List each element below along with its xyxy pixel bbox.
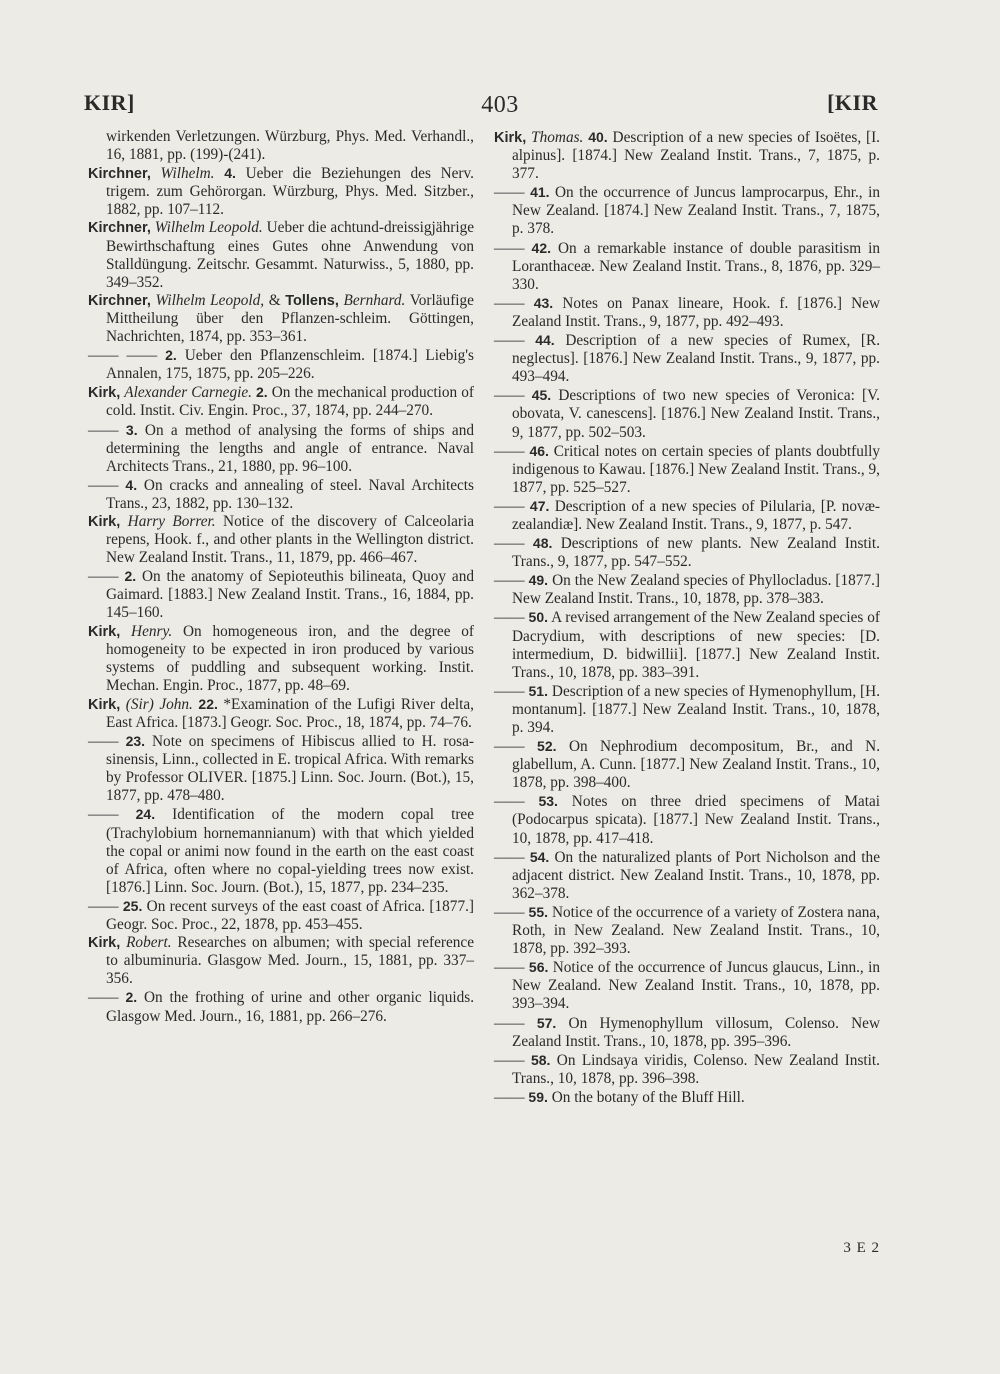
bibliography-entry — [494, 294, 880, 331]
bibliography-entry — [88, 292, 474, 346]
author-name: Kirk, — [88, 935, 121, 952]
entry-number: 59. — [528, 1088, 548, 1105]
ditto-dash: —— — [88, 989, 119, 1007]
ditto-dash: —— — [494, 903, 525, 921]
bibliography-entry — [88, 988, 474, 1025]
bibliography-entry — [88, 567, 474, 622]
entry-text: Descriptions of two new species of Veronica: [V. obovata, V. canescens]. [1876.] New Zealand Instit. Trans., 9, 1877, pp. 502–503. — [512, 387, 880, 441]
ditto-dash: —— — [494, 239, 525, 257]
entry-number: 47. — [529, 497, 550, 514]
entry-number: 23. — [125, 733, 146, 750]
entry-text: On the frothing of urine and other organic liquids. Glasgow Med. Journ., 16, 1881, pp. 266–276. — [106, 989, 475, 1025]
ditto-dash: —— — [88, 806, 119, 824]
author-forename: Alexander Carnegie. — [124, 384, 252, 402]
ditto-dash: —— — [494, 535, 525, 553]
entry-number: 46. — [529, 442, 549, 459]
right-column — [494, 128, 880, 1107]
author-forename: (Sir) John. — [125, 695, 193, 713]
bibliography-entry — [88, 934, 474, 988]
left-column — [88, 128, 474, 1026]
ditto-dash: —— — [494, 738, 525, 756]
entry-text: Notes on three dried specimens of Matai (Podocarpus spicata). [1877.] New Zealand Instit. Trans., 10, 1878, pp. 417–418. — [512, 793, 881, 847]
author-name: Kirchner, — [88, 220, 151, 237]
ditto-dash: —— — [494, 1051, 525, 1069]
ditto-dash: —— — [494, 184, 525, 202]
bibliography-entry — [88, 383, 474, 420]
entry-number: 51. — [528, 682, 548, 699]
bibliography-entry — [494, 737, 880, 792]
entry-text: Description of a new species of Rumex, [R. neglectus]. [1876.] New Zealand Instit. Trans., 9, 1877, pp. 493–494. — [512, 332, 881, 386]
bibliography-entry — [494, 386, 880, 441]
bibliography-entry — [88, 164, 474, 219]
ditto-dash: —— — [494, 497, 525, 515]
entry-text: Critical notes on certain species of plants doubtfully indigenous to Kawau. [1876.] New Zealand Instit. Trans., 9, 1877, pp. 525–527. — [512, 442, 881, 496]
entry-text: Identification of the modern copal tree (Trachylobium hornemannianum) with that which yielded the copal or animi now found in the earth on the east coast of Africa, often where no copal-yielding trees now exist. [1876.] Linn. Soc. Journ. (Bot.), 15, 1877, pp. 234–235. — [106, 806, 474, 896]
bibliography-entry — [88, 732, 474, 805]
bibliography-entry — [494, 682, 880, 737]
ditto-dash: —— — [88, 897, 119, 915]
bibliography-entry — [494, 571, 880, 608]
entry-number: 45. — [531, 387, 552, 404]
entry-number: 41. — [530, 184, 550, 201]
entry-number: 40. — [588, 129, 608, 145]
bibliography-entry — [494, 958, 880, 1013]
entry-text: On the anatomy of Sepioteuthis bilineata, Quoy and Gaimard. [1883.] New Zealand Instit. Trans., 16, 1884, pp. 145–160. — [106, 568, 474, 622]
entry-text: On a remarkable instance of double parasitism in Loranthaceæ. New Zealand Instit. Trans., 8, 1876, pp. 329–330. — [512, 239, 880, 293]
bibliography-entry — [88, 219, 474, 291]
entry-number: 43. — [533, 294, 554, 311]
entry-number: 3. — [125, 421, 138, 438]
entry-number: 57. — [536, 1014, 557, 1031]
entry-number: 58. — [530, 1051, 551, 1068]
bibliography-entry — [88, 476, 474, 513]
bibliography-entry — [494, 442, 880, 497]
author-name: Kirk, — [88, 623, 121, 640]
ditto-dash: —— — [494, 682, 525, 700]
bibliography-entry — [494, 1014, 880, 1051]
entry-number: 2. — [125, 989, 138, 1006]
ditto-dash: —— — [88, 568, 119, 586]
ditto-dash: —— — [494, 959, 525, 977]
bibliography-entry — [88, 695, 474, 732]
entry-number: 22. — [198, 695, 218, 712]
entry-text: Notice of the occurrence of a variety of Zostera nana, Roth, in New Zealand. New Zealand Instit. Trans., 10, 1878, pp. 392–393. — [512, 903, 881, 958]
bibliography-entry — [494, 1088, 880, 1107]
entry-text: On homogeneous iron, and the degree of homogeneity to be expected in iron produced by various systems of puddling and subsequent working. Instit. Mechan. Engin. Proc., 1877, pp. 48–69. — [106, 622, 474, 694]
ditto-dash: —— — [88, 733, 119, 751]
author-name: Kirk, — [88, 385, 121, 402]
ditto-dash: —— —— — [88, 347, 158, 365]
bibliography-entry — [88, 346, 474, 383]
entry-text: On the mechanical production of cold. Instit. Civ. Engin. Proc., 37, 1874, pp. 244–270. — [106, 384, 474, 420]
bibliography-entry — [88, 513, 474, 567]
author-forename: Robert. — [126, 934, 172, 952]
bibliography-entry — [88, 421, 474, 476]
entry-text: Notes on Panax lineare, Hook. f. [1876.] New Zealand Instit. Trans., 9, 1877, pp. 492–493. — [512, 294, 881, 330]
bibliography-entry — [88, 805, 474, 896]
author-name: Kirchner, — [88, 292, 151, 309]
entry-number: 55. — [528, 903, 549, 920]
running-head-left: KIR] — [84, 90, 135, 115]
entry-text: On a method of analysing the forms of ships and determining the lengths and angle of entrance. Naval Architects Trans., 21, 1880, pp. 96–100. — [106, 421, 475, 475]
entry-text: Notice of the discovery of Calceolaria repens, Hook. f., and other plants in the Wellington district. New Zealand Instit. Trans., 11, 1879, pp. 466–467. — [106, 512, 474, 567]
ditto-dash: —— — [494, 572, 525, 590]
entry-number: 49. — [528, 572, 549, 589]
entry-number: 24. — [135, 806, 156, 823]
author-name: Kirk, — [88, 696, 121, 713]
page-number: 403 — [481, 92, 519, 118]
entry-number: 48. — [532, 535, 553, 552]
signature-mark: 3 E 2 — [843, 1240, 880, 1256]
entry-number: 44. — [535, 332, 555, 349]
ditto-dash: —— — [494, 1088, 525, 1106]
entry-text: On cracks and annealing of steel. Naval Architects Trans., 23, 1882, pp. 130–132. — [106, 476, 475, 512]
entry-text: On the New Zealand species of Phyllocladus. [1877.] New Zealand Instit. Trans., 10, 1878, pp. 378–383. — [512, 572, 881, 608]
entry-text: Description of a new species of Isoëtes, [I. alpinus]. [1874.] New Zealand Instit. Trans., 7, 1875, p. 377. — [512, 129, 881, 183]
ditto-dash: —— — [494, 294, 525, 312]
ditto-dash: —— — [494, 848, 525, 866]
entry-number: 25. — [122, 897, 143, 914]
ditto-dash: —— — [494, 387, 525, 405]
entry-text: Ueber die achtund-dreissigjährige Bewirthschaftung eines Gutes ohne Anwendung von Stalldüngung. Zeitschr. Gesammt. Naturwiss., 5, 1880, pp. 349–352. — [106, 219, 475, 291]
author-name: Kirchner, — [88, 166, 151, 183]
ditto-dash: —— — [494, 332, 525, 350]
running-head-right: [KIR — [827, 90, 878, 115]
bibliography-entry — [494, 128, 880, 183]
entry-text: On Hymenophyllum villosum, Colenso. New Zealand Instit. Trans., 10, 1878, pp. 395–396. — [512, 1014, 881, 1050]
entry-number: 50. — [528, 609, 549, 626]
entry-text: On recent surveys of the east coast of Africa. [1877.] Geogr. Soc. Proc., 22, 1878, pp. 453–455. — [106, 897, 475, 934]
bibliography-entry — [494, 792, 880, 847]
entry-text: Ueber den Pflanzenschleim. [1874.] Liebig's Annalen, 175, 1875, pp. 205–226. — [106, 347, 475, 383]
ditto-dash: —— — [494, 609, 525, 627]
ditto-dash: —— — [88, 421, 119, 439]
entry-number: 2. — [165, 347, 177, 364]
entry-text: On Nephrodium decompositum, Br., and N. glabellum, A. Cunn. [1877.] New Zealand Instit. Trans., 10, 1878, pp. 398–400. — [512, 738, 881, 792]
entry-number: 2. — [256, 384, 268, 401]
entry-number: 4. — [125, 476, 138, 493]
author-forename: Wilhelm Leopold. — [154, 219, 263, 237]
bibliography-entry — [494, 608, 880, 681]
bibliography-entry — [494, 239, 880, 294]
author-forename: Bernhard. — [343, 291, 406, 309]
ditto-dash: —— — [494, 793, 525, 811]
entry-text: Note on specimens of Hibiscus allied to H. rosa-sinensis, Linn., collected in E. tropical Africa. With remarks by Professor OLIVER. [1875.] Linn. Soc. Journ. (Bot.), 15, 1877, pp. 478–480. — [106, 733, 475, 805]
entry-number: 56. — [528, 959, 549, 976]
author-forename: Harry Borrer. — [127, 512, 216, 530]
author-name: Kirk, — [88, 513, 121, 530]
entry-text: Vorläufige Mittheilung über den Pflanzen-schleim. Göttingen, Nachrichten, 1874, pp. 353–361. — [106, 291, 474, 346]
ditto-dash: —— — [88, 476, 119, 494]
entry-text: A revised arrangement of the New Zealand species of Dacrydium, with descriptions of new species: [D. intermedium, D. bidwillii]. [1877.] New Zealand Instit. Trans., 10, 1878, pp. 383–391. — [512, 609, 880, 681]
bibliography-entry — [88, 623, 474, 695]
bibliography-entry — [494, 183, 880, 238]
entry-number: 4. — [224, 165, 236, 182]
bibliography-entry — [494, 848, 880, 903]
entry-text: Description of a new species of Pilularia, [P. novæ-zealandiæ]. New Zealand Instit. Trans., 9, 1877, p. 547. — [512, 497, 881, 533]
entry-number: 53. — [538, 793, 558, 810]
entry-text: On the botany of the Bluff Hill. — [551, 1088, 745, 1106]
entry-text: Description of a new species of Hymenophyllum, [H. montanum]. [1877.] New Zealand Instit. Trans., 10, 1878, p. 394. — [512, 682, 881, 736]
ditto-dash: —— — [494, 442, 525, 460]
entry-text: On the naturalized plants of Port Nicholson and the adjacent district. New Zealand Instit. Trans., 10, 1878, pp. 362–378. — [512, 848, 880, 902]
entry-text: Researches on albumen; with special reference to albuminuria. Glasgow Med. Journ., 15, 1881, pp. 337–356. — [106, 934, 475, 988]
author-forename: Wilhelm Leopold, — [155, 291, 265, 309]
author-joiner: & — [268, 291, 281, 309]
author-forename: Wilhelm. — [160, 165, 215, 183]
entry-number: 42. — [531, 239, 551, 256]
entry-text: Notice of the occurrence of Juncus glaucus, Linn., in New Zealand. New Zealand Instit. Trans., 10, 1878, pp. 393–394. — [512, 959, 880, 1013]
entry-text: wirkenden Verletzungen. Würzburg, Phys. Med. Verhandl., 16, 1881, pp. (199)-(241). — [106, 128, 474, 164]
bibliography-entry — [494, 331, 880, 386]
ditto-dash: —— — [494, 1014, 525, 1032]
entry-text: Ueber die Beziehungen des Nerv. trigem. zum Gehörorgan. Würzburg, Phys. Med. Sitzber., 1882, pp. 107–112. — [106, 165, 475, 219]
bibliography-entry — [88, 128, 474, 164]
bibliography-entry — [494, 534, 880, 571]
author-name: Tollens, — [285, 292, 339, 309]
author-forename: Thomas. — [531, 129, 584, 146]
entry-number: 2. — [124, 568, 137, 585]
bibliography-entry — [494, 497, 880, 534]
author-name: Kirk, — [494, 130, 527, 146]
entry-text: On Lindsaya viridis, Colenso. New Zealand Instit. Trans., 10, 1878, pp. 396–398. — [512, 1051, 880, 1087]
bibliography-entry — [494, 903, 880, 958]
entry-text: Descriptions of new plants. New Zealand Instit. Trans., 9, 1877, pp. 547–552. — [512, 535, 880, 571]
entry-number: 54. — [529, 848, 550, 865]
entry-text: On the occurrence of Juncus lamprocarpus, Ehr., in New Zealand. [1874.] New Zealand Instit. Trans., 7, 1875, p. 378. — [512, 184, 880, 238]
author-forename: Henry. — [131, 622, 173, 640]
bibliography-entry — [494, 1051, 880, 1088]
bibliography-entry — [88, 897, 474, 934]
entry-text: *Examination of the Lufigi River delta, East Africa. [1873.] Geogr. Soc. Proc., 18, 1874, pp. 74–76. — [106, 695, 474, 731]
entry-number: 52. — [537, 738, 557, 755]
